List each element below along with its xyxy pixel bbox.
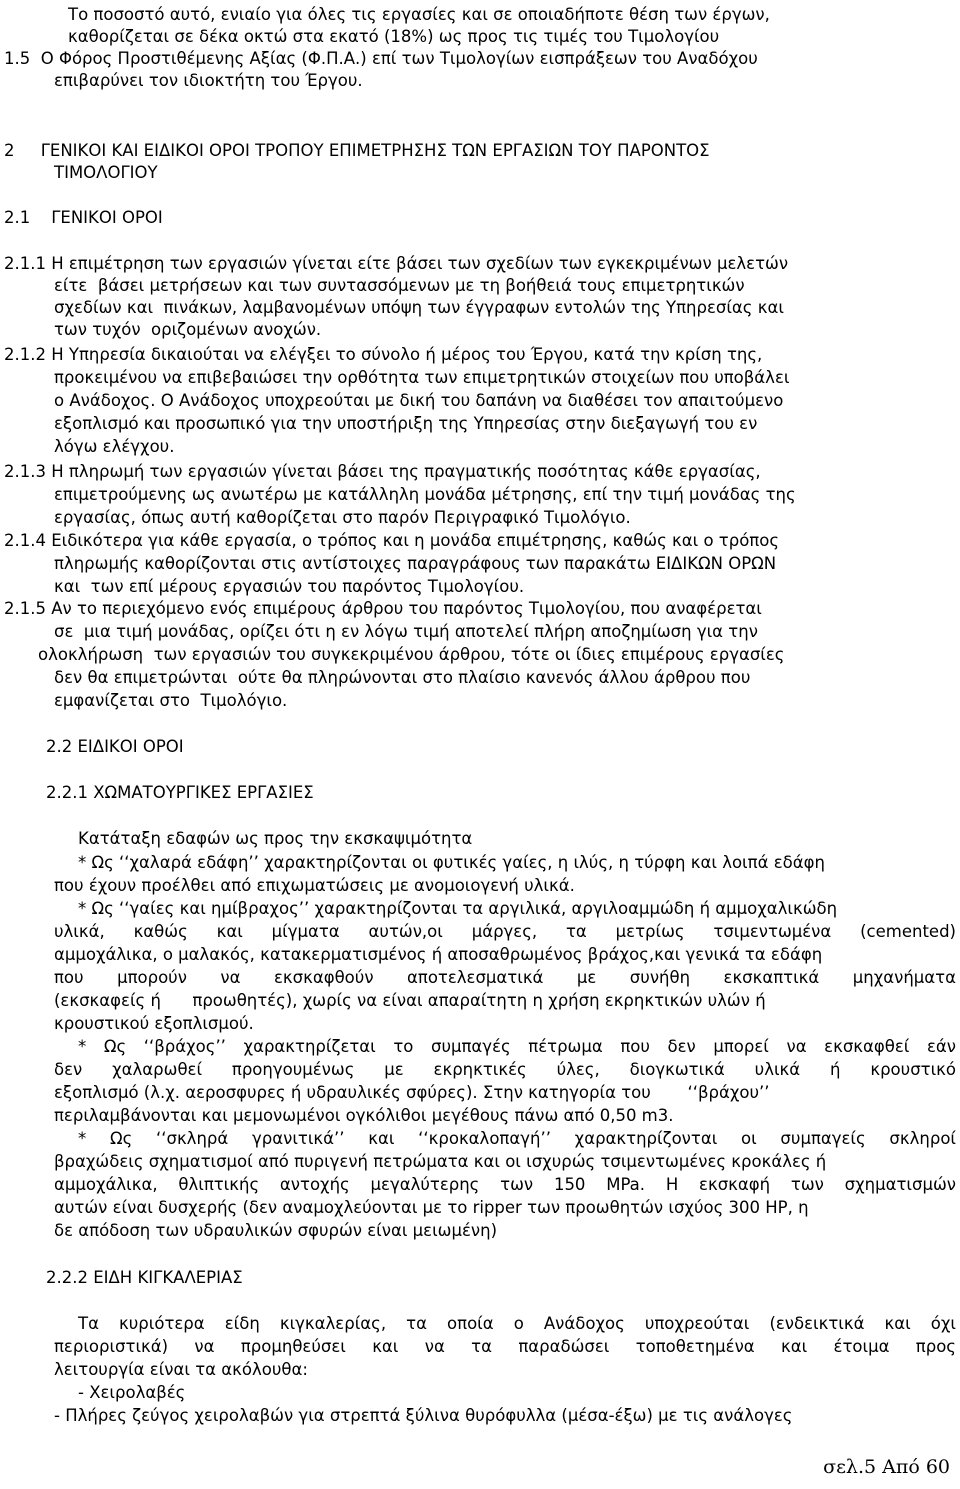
text-line: εμφανίζεται στο Τιμολόγιο. xyxy=(54,691,288,710)
text-line: εξοπλισμό και προσωπικό για την υποστήριξη της Υπηρεσίας στην διεξαγωγή του εν xyxy=(54,414,758,433)
text-line: (εκσκαφείς ή προωθητές), χωρίς να είναι απαραίτητη η χρήση εκρηκτικών υλών ή xyxy=(54,991,766,1010)
text-line: περιλαμβάνονται και μεμονωμένοι ογκόλιθοι μεγέθους πάνω από 0,50 m3. xyxy=(54,1106,674,1125)
text-line: υλικά, καθώς και μίγματα αυτών,οι μάργες, τα μετρίως τσιμεντωμένα (cemented) xyxy=(54,922,956,941)
section-heading: 2.1 ΓΕΝΙΚΟΙ ΟΡΟΙ xyxy=(4,208,163,227)
text-line: 1.5 Ο Φόρος Προστιθέμενης Αξίας (Φ.Π.Α.) επί των Τιμολογίων εισπράξεων του Αναδόχου xyxy=(4,49,758,68)
section-heading: ΤΙΜΟΛΟΓΙΟΥ xyxy=(54,163,158,182)
text-line: περιοριστικά) να προμηθεύσει και να τα παραδώσει τοποθετημένα και έτοιμα προς xyxy=(54,1337,956,1356)
text-line: 2.1.4 Ειδικότερα για κάθε εργασία, ο τρόπος και η μονάδα επιμέτρησης, καθώς και ο τρόπος xyxy=(4,531,780,550)
text-line: σε μια τιμή μονάδας, ορίζει ότι η εν λόγω τιμή αποτελεί πλήρη αποζημίωση για την xyxy=(54,622,758,641)
section-heading: 2.2.1 ΧΩΜΑΤΟΥΡΓΙΚΕΣ ΕΡΓΑΣΙΕΣ xyxy=(46,783,314,802)
text-line: δεν χαλαρωθεί προηγουμένως με εκρηκτικές ύλες, διογκωτικά υλικά ή κρουστικό xyxy=(54,1060,956,1079)
text-line: * Ως ‘‘βράχος’’ χαρακτηρίζεται το συμπαγές πέτρωμα που δεν μπορεί να εκσκαφθεί εάν xyxy=(78,1037,956,1056)
text-line: ο Ανάδοχος. Ο Ανάδοχος υποχρεούται με δική του δαπάνη να διαθέσει τον απαιτούμενο xyxy=(54,391,784,410)
text-line: αμμοχάλικα, ο μαλακός, κατακερματισμένος ή αποσαθρωμένος βράχος,και γενικά τα εδάφη xyxy=(54,945,823,964)
text-line: δε απόδοση των υδραυλικών σφυρών είναι μειωμένη) xyxy=(54,1221,498,1240)
text-line: 2.1.2 Η Υπηρεσία δικαιούται να ελέγξει το σύνολο ή μέρος του Έργου, κατά την κρίση της, xyxy=(4,345,763,364)
text-line: επιμετρούμενης ως ανωτέρω με κατάλληλη μονάδα μέτρησης, επί την τιμή μονάδας της xyxy=(54,485,796,504)
text-line: αμμοχάλικα, θλιπτικής αντοχής μεγαλύτερης των 150 MPa. Η εκσκαφή των σχηματισμών xyxy=(54,1175,956,1194)
text-line: σχεδίων και πινάκων, λαμβανομένων υπόψη των έγγραφων εντολών της Υπηρεσίας και xyxy=(54,298,784,317)
text-line: * Ως ‘‘σκληρά γρανιτικά’’ και ‘‘κροκαλοπαγή’’ χαρακτηρίζονται οι συμπαγείς σκληροί xyxy=(78,1129,956,1148)
text-line: κρουστικού εξοπλισμού. xyxy=(54,1014,254,1033)
text-line: * Ως ‘‘γαίες και ημίβραχος’’ χαρακτηρίζονται τα αργιλικά, αργιλοαμμώδη ή αμμοχαλικώδη xyxy=(78,899,838,918)
list-item: - Χειρολαβές xyxy=(78,1383,186,1402)
text-line: είτε βάσει μετρήσεων και των συντασσόμενων με τη βοήθειά τους επιμετρητικών xyxy=(54,276,745,295)
text-line: εξοπλισμό (λ.χ. αεροσφυρες ή υδραυλικές σφύρες). Στην κατηγορία του ‘‘βράχου’’ xyxy=(54,1083,770,1102)
text-line: αυτών είναι δυσχερής (δεν αναμοχλεύονται με το ripper των προωθητών ισχύος 300 HP, η xyxy=(54,1198,809,1217)
text-line: Το ποσοστό αυτό, ενιαίο για όλες τις εργασίες και σε οποιαδήποτε θέση των έργων, xyxy=(68,5,770,24)
text-line: 2.1.5 Αν το περιεχόμενο ενός επιμέρους άρθρου του παρόντος Τιμολογίου, που αναφέρεται xyxy=(4,599,762,618)
text-line: ολοκλήρωση των εργασιών του συγκεκριμένου άρθρου, τότε οι ίδιες επιμέρους εργασίες xyxy=(38,645,785,664)
text-line: που έχουν προέλθει από επιχωματώσεις με ανομοιογενή υλικά. xyxy=(54,876,575,895)
text-line: δεν θα επιμετρώνται ούτε θα πληρώνονται στο πλαίσιο κανενός άλλου άρθρου που xyxy=(54,668,751,687)
text-line: Κατάταξη εδαφών ως προς την εκσκαψιμότητα xyxy=(78,829,473,848)
text-line: Τα κυριότερα είδη κιγκαλερίας, τα οποία ο Ανάδοχος υποχρεούται (ενδεικτικά και όχι xyxy=(78,1314,956,1333)
list-item: - Πλήρες ζεύγος χειρολαβών για στρεπτά ξύλινα θυρόφυλλα (μέσα-έξω) με τις ανάλογες xyxy=(54,1406,793,1425)
text-line: * Ως ‘‘χαλαρά εδάφη’’ χαρακτηρίζονται οι φυτικές γαίες, η ιλύς, η τύρφη και λοιπά εδάφη xyxy=(78,853,825,872)
text-line: λειτουργία είναι τα ακόλουθα: xyxy=(54,1360,308,1379)
section-heading: 2.2 ΕΙΔΙΚΟΙ ΟΡΟΙ xyxy=(46,737,184,756)
text-line: επιβαρύνει τον ιδιοκτήτη του Έργου. xyxy=(54,71,363,90)
page-number: σελ.5 Από 60 xyxy=(823,1456,950,1478)
text-line: βραχώδεις σχηματισμοί από πυριγενή πετρώματα και οι ισχυρώς τσιμεντωμένες κροκάλες ή xyxy=(54,1152,827,1171)
text-line: εργασίας, όπως αυτή καθορίζεται στο παρόν Περιγραφικό Τιμολόγιο. xyxy=(54,508,631,527)
text-line: 2.1.1 Η επιμέτρηση των εργασιών γίνεται είτε βάσει των σχεδίων των εγκεκριμένων μελετών xyxy=(4,254,789,273)
text-line: 2.1.3 Η πληρωμή των εργασιών γίνεται βάσει της πραγματικής ποσότητας κάθε εργασίας, xyxy=(4,462,761,481)
text-line: των τυχόν οριζομένων ανοχών. xyxy=(54,320,322,339)
text-line: λόγω ελέγχου. xyxy=(54,437,175,456)
text-line: πληρωμής καθορίζονται στις αντίστοιχες παραγράφους των παρακάτω ΕΙΔΙΚΩΝ ΟΡΩΝ xyxy=(54,554,777,573)
text-line: που μπορούν να εκσκαφθούν αποτελεσματικά με συνήθη εκσκαπτικά μηχανήματα xyxy=(54,968,956,987)
text-line: καθορίζεται σε δέκα οκτώ στα εκατό (18%) ως προς τις τιμές του Τιμολογίου xyxy=(68,27,720,46)
text-line: προκειμένου να επιβεβαιώσει την ορθότητα των επιμετρητικών στοιχείων που υποβάλει xyxy=(54,368,790,387)
section-heading: 2.2.2 ΕΙΔΗ ΚΙΓΚΑΛΕΡΙΑΣ xyxy=(46,1268,243,1287)
section-heading: 2 ΓΕΝΙΚΟΙ ΚΑΙ ΕΙΔΙΚΟΙ ΟΡΟΙ ΤΡΟΠΟΥ ΕΠΙΜΕΤΡΗΣΗΣ ΤΩΝ ΕΡΓΑΣΙΩΝ ΤΟΥ ΠΑΡΟΝΤΟΣ xyxy=(4,141,710,160)
text-line: και των επί μέρους εργασιών του παρόντος Τιμολογίου. xyxy=(54,577,525,596)
